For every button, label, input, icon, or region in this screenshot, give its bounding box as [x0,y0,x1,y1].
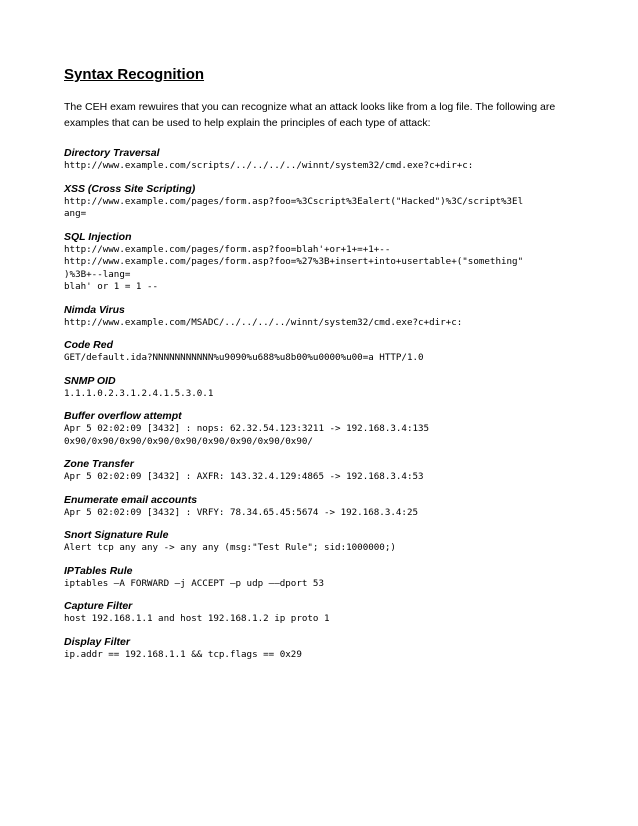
attack-example-section [64,636,584,662]
code-line: http://www.example.com/scripts/../../../../winnt/system32/cmd.exe?c+dir+c: [64,160,474,171]
section-heading: XSS (Cross Site Scripting) [64,182,196,195]
section-heading: Nimda Virus [64,303,125,316]
intro-paragraph [64,99,584,131]
section-heading: Directory Traversal [64,147,160,159]
code-line: )%3B+--lang= [64,268,131,280]
code-line: host 192.168.1.1 and host 192.168.1.2 ip proto 1 [64,613,330,624]
attack-example-section [64,375,584,401]
code-line: ip.addr == 192.168.1.1 && tcp.flags == 0x29 [64,648,302,660]
code-line: Apr 5 02:02:09 [3432] : nops: 62.32.54.123:3211 -> 192.168.3.4:135 [64,423,430,434]
section-heading: Capture Filter [64,600,133,612]
code-line: iptables —A FORWARD —j ACCEPT —p udp ——dport 53 [64,577,324,589]
attack-example-section [64,494,584,520]
code-line: 0x90/0x90/0x90/0x90/0x90/0x90/0x90/0x90/0x90/ [64,435,313,447]
section-heading: SQL Injection [64,230,132,243]
section-heading: Zone Transfer [64,458,134,470]
code-line: ang= [64,208,87,219]
code-line: Apr 5 02:02:09 [3432] : VRFY: 78.34.65.45:5674 -> 192.168.3.4:25 [64,506,419,518]
attack-example-section [64,458,584,484]
attack-example-section [64,339,584,365]
attack-examples-list [64,147,584,661]
code-line: GET/default.ida?NNNNNNNNNNN%u9090%u688%u8b00%u0000%u00=a HTTP/1.0 [64,352,424,363]
code-line: blah' or 1 = 1 -- [64,281,159,292]
attack-example-section [64,147,584,173]
code-line: 1.1.1.0.2.3.1.2.4.1.5.3.0.1 [64,387,214,399]
code-line: Alert tcp any any -> any any (msg:"Test Rule"; sid:1000000;) [64,542,396,553]
section-heading: Code Red [64,339,114,351]
section-heading: Display Filter [64,635,130,648]
section-heading: SNMP OID [64,374,116,387]
code-line: http://www.example.com/pages/form.asp?foo=blah'+or+1+=+1+-- [64,243,391,255]
attack-example-section [64,304,584,330]
code-line: http://www.example.com/pages/form.asp?foo=%27%3B+insert+into+usertable+("something" [64,256,524,267]
section-heading: IPTables Rule [64,564,133,577]
intro-line: The CEH exam rewuires that you can recognize what an attack looks like from a log file. The following are [64,101,556,113]
attack-example-section [64,231,584,294]
attack-example-section [64,565,584,591]
attack-example-section [64,600,584,626]
code-line: Apr 5 02:02:09 [3432] : AXFR: 143.32.4.129:4865 -> 192.168.3.4:53 [64,471,424,482]
attack-example-section [64,529,584,555]
attack-example-section [64,410,584,448]
attack-example-section [64,183,584,221]
page-title: Syntax Recognition [64,66,205,83]
document-page [64,66,584,671]
section-heading: Snort Signature Rule [64,529,169,541]
intro-line: examples that can be used to help explain the principles of each type of attack: [64,117,431,129]
code-line: http://www.example.com/MSADC/../../../../winnt/system32/cmd.exe?c+dir+c: [64,316,463,328]
section-heading: Buffer overflow attempt [64,410,182,422]
code-line: http://www.example.com/pages/form.asp?foo=%3Cscript%3Ealert("Hacked")%3C/script%3El [64,195,524,207]
section-heading: Enumerate email accounts [64,493,198,506]
